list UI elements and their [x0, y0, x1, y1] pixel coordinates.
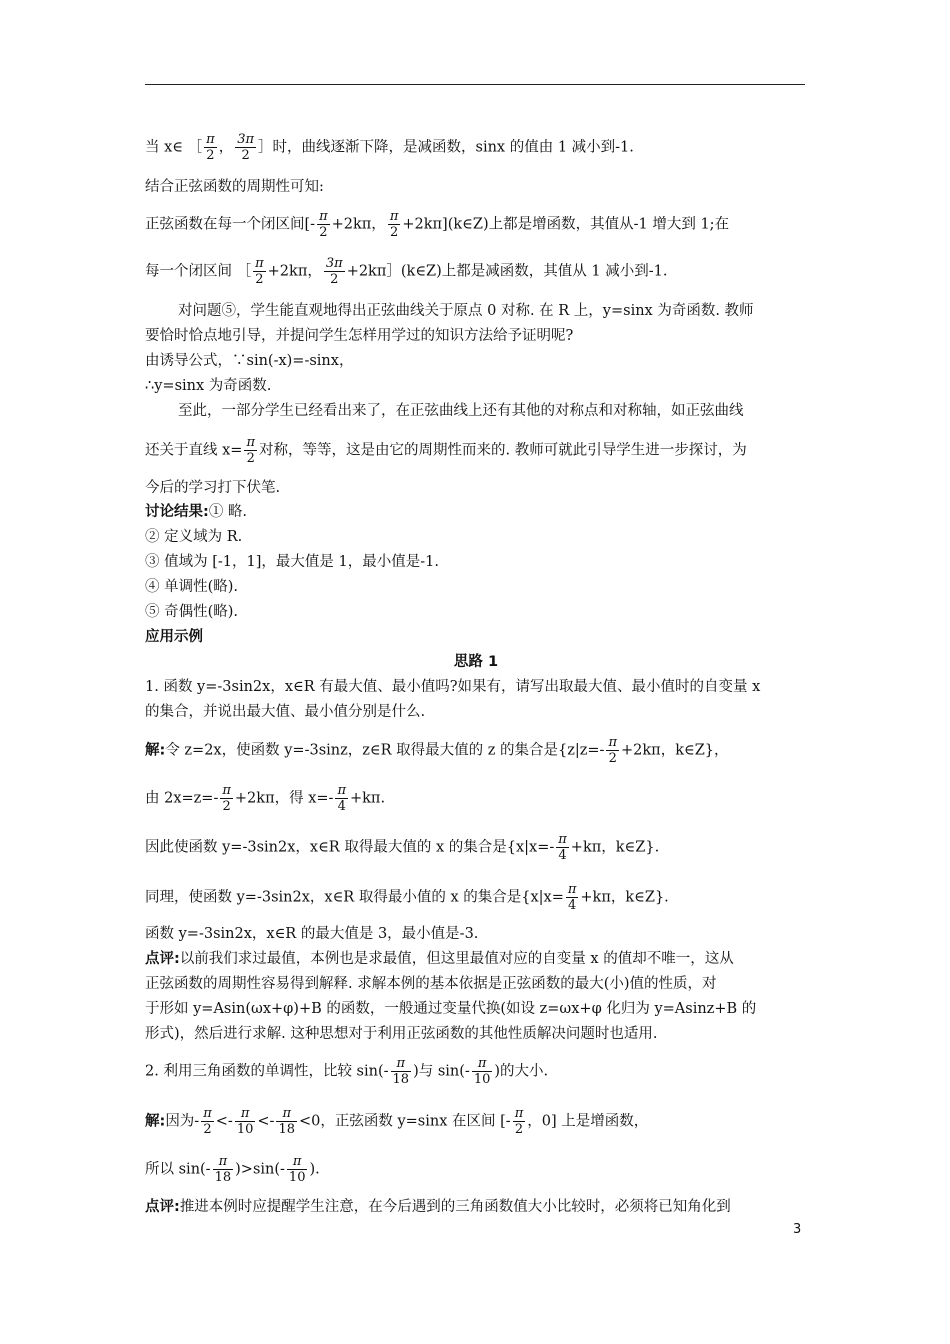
text-line [145, 882, 807, 913]
text-line: 结合正弦函数的周期性可知: [145, 179, 324, 195]
fraction-numerator: π [608, 735, 617, 750]
fraction-numerator: π [246, 435, 255, 450]
text-line: ∴y=sinx 为奇函数. [145, 378, 272, 394]
text-line [145, 209, 807, 240]
text-line [145, 1197, 807, 1217]
fraction-numerator: π [514, 1106, 524, 1121]
text-line: ③ 值域为 [-1，1]，最大值是 1，最小值是-1. [145, 554, 439, 570]
text-segment: <- [257, 1113, 275, 1130]
text-segment: +2kπ，得 x=- [234, 790, 334, 807]
text-line: 正弦函数的周期性容易得到解释. 求解本例的基本依据是正弦函数的最大(小)值的性质，对 [145, 976, 717, 992]
fraction-numerator: π [276, 1106, 297, 1122]
text-segment: +2kπ， [331, 216, 386, 233]
fraction-numerator: π [206, 132, 215, 147]
text-segment: ， [218, 139, 234, 156]
text-segment: )的大小. [494, 1063, 549, 1080]
fraction-denominator: 2 [241, 148, 250, 163]
text-line: 1. 函数 y=-3sin2x，x∈R 有最大值、最小值吗?如果有，请写出取最大值、最小值时的自变量 x [145, 679, 761, 695]
fraction [276, 1106, 297, 1137]
text-segment: )与 sin(- [413, 1063, 470, 1080]
fraction [606, 735, 619, 766]
fraction [235, 132, 256, 163]
text-segment: 令 z=2x，使函数 y=-3sinz，z∈R 取得最大值的 z 的集合是{z|z=- [165, 742, 605, 759]
fraction-denominator: 10 [473, 1072, 491, 1087]
fraction-denominator: 2 [608, 751, 617, 766]
text-segment: 因此使函数 y=-3sin2x，x∈R 取得最大值的 x 的集合是{x|x=- [145, 839, 555, 856]
fraction [253, 256, 266, 287]
fraction [472, 1056, 493, 1087]
fraction [391, 1056, 412, 1087]
text-segment: 由 2x=z=- [145, 790, 219, 807]
fraction-numerator: π [287, 1154, 308, 1170]
text-segment: 2. 利用三角函数的单调性，比较 sin(- [145, 1063, 389, 1080]
text-line [145, 1154, 807, 1185]
fraction [213, 1154, 234, 1185]
fraction-numerator: 3π [237, 132, 255, 147]
text-segment: <- [215, 1113, 233, 1130]
fraction-denominator: 2 [255, 272, 264, 287]
text-segment: <0，正弦函数 y=sinx 在区间 [- [298, 1113, 511, 1130]
fraction-denominator: 4 [558, 848, 567, 863]
fraction-denominator: 10 [288, 1170, 306, 1185]
text-segment: 正弦函数在每一个闭区间[- [145, 216, 316, 233]
fraction [287, 1154, 308, 1185]
fraction [317, 209, 330, 240]
fraction-numerator: π [203, 1106, 212, 1121]
text-segment: +kπ，k∈Z}. [570, 839, 660, 856]
fraction-denominator: 10 [236, 1122, 254, 1137]
text-segment: +2kπ](k∈Z)上都是增函数，其值从-1 增大到 1;在 [402, 216, 730, 233]
fraction [235, 1106, 256, 1137]
text-line: 的集合，并说出最大值、最小值分别是什么. [145, 704, 426, 720]
text-segment: 同理，使函数 y=-3sin2x，x∈R 取得最小值的 x 的集合是{x|x= [145, 889, 564, 906]
text-segment: 以前我们求过最值，本例也是求最值，但这里最值对应的自变量 x 的值却不唯一，这从 [179, 951, 734, 967]
fraction [220, 783, 233, 814]
text-line [145, 502, 807, 522]
text-segment: 当 x∈ ［ [145, 139, 203, 156]
paragraph-line: 对问题⑤，学生能直观地得出正弦曲线关于原点 0 对称. 在 R 上，y=sinx 为奇函数. 教师 [178, 303, 754, 319]
bold-label: 点评: [145, 951, 180, 967]
fraction-denominator: 2 [222, 799, 231, 814]
text-segment: +2kπ，k∈Z}， [621, 742, 729, 759]
fraction-denominator: 18 [392, 1072, 410, 1087]
page-number: 3 [793, 1222, 802, 1237]
fraction [566, 882, 579, 913]
text-line: 形式)，然后进行求解. 这种思想对于利用正弦函数的其他性质解决问题时也适用. [145, 1026, 658, 1042]
text-segment: +2kπ］(k∈Z)上都是减函数，其值从 1 减小到-1. [346, 263, 668, 280]
fraction-numerator: π [235, 1106, 256, 1122]
text-segment: ① 略. [208, 504, 248, 520]
text-line [145, 256, 807, 287]
text-line: 于形如 y=Asin(ωx+φ)+B 的函数，一般通过变量代换(如设 z=ωx+φ 化归为 y=Asinz+B 的 [145, 1001, 757, 1017]
text-segment: ，0] 上是增函数， [527, 1113, 649, 1130]
text-segment: ］时，曲线逐渐下降，是减函数，sinx 的值由 1 减小到-1. [258, 139, 634, 156]
text-line [145, 735, 807, 766]
fraction [204, 132, 217, 163]
text-line [145, 783, 807, 814]
text-segment: +kπ. [349, 790, 386, 807]
fraction-denominator: 2 [203, 1122, 212, 1137]
text-line: 今后的学习打下伏笔. [145, 480, 281, 496]
text-segment: 因为- [165, 1113, 200, 1130]
fraction [201, 1106, 214, 1137]
header-rule [145, 84, 805, 85]
fraction [244, 435, 257, 466]
fraction-denominator: 2 [206, 148, 215, 163]
subsection-heading: 思路 1 [453, 654, 499, 670]
fraction [556, 832, 569, 863]
text-line: ⑤ 奇偶性(略). [145, 604, 239, 620]
text-line: 函数 y=-3sin2x，x∈R 的最大值是 3，最小值是-3. [145, 926, 479, 942]
fraction-denominator: 4 [567, 898, 577, 913]
fraction [324, 256, 345, 287]
bold-label: 解: [145, 1113, 166, 1130]
text-line [145, 132, 807, 163]
text-segment: 还关于直线 x= [145, 442, 243, 459]
text-line [145, 1056, 807, 1087]
bold-label: 解: [145, 742, 166, 759]
fraction-numerator: π [255, 256, 264, 271]
text-line [145, 1106, 807, 1137]
fraction-denominator: 18 [214, 1170, 232, 1185]
bold-label: 讨论结果: [145, 504, 209, 520]
fraction-numerator: π [389, 209, 399, 224]
text-line [145, 949, 807, 969]
fraction-numerator: π [337, 783, 346, 798]
text-segment: +2kπ， [267, 263, 322, 280]
text-line: ② 定义域为 R. [145, 529, 243, 545]
paragraph-line: 至此，一部分学生已经看出来了，在正弦曲线上还有其他的对称点和对称轴，如正弦曲线 [178, 403, 744, 419]
text-segment: ). [309, 1161, 320, 1178]
fraction-denominator: 2 [330, 272, 339, 287]
fraction-numerator: π [558, 832, 567, 847]
text-line: 由诱导公式，∵sin(-x)=-sinx， [145, 353, 354, 369]
text-segment: )>sin(- [235, 1161, 285, 1178]
text-segment: 推进本例时应提醒学生注意，在今后遇到的三角函数值大小比较时，必须将已知角化到 [179, 1199, 731, 1215]
text-segment: 对称，等等，这是由它的周期性而来的. 教师可就此引导学生进一步探讨，为 [258, 442, 747, 459]
bold-label: 点评: [145, 1199, 180, 1215]
fraction-numerator: π [472, 1056, 493, 1072]
text-line: 要恰时恰点地引导，并提问学生怎样用学过的知识方法给予证明呢? [145, 328, 574, 344]
fraction-numerator: π [391, 1056, 412, 1072]
fraction-numerator: π [222, 783, 231, 798]
text-segment: 所以 sin(- [145, 1161, 211, 1178]
text-line [145, 832, 807, 863]
text-line: ④ 单调性(略). [145, 579, 239, 595]
text-segment: +kπ，k∈Z}. [580, 889, 669, 906]
fraction-numerator: 3π [325, 256, 343, 271]
fraction-denominator: 2 [246, 451, 255, 466]
text-segment: 每一个闭区间 ［ [145, 263, 252, 280]
fraction-numerator: π [319, 209, 328, 224]
fraction [388, 209, 401, 240]
fraction-denominator: 4 [337, 799, 346, 814]
fraction-denominator: 2 [389, 225, 399, 240]
fraction-denominator: 2 [319, 225, 328, 240]
fraction [335, 783, 348, 814]
text-line [145, 435, 807, 466]
fraction-numerator: π [567, 882, 577, 897]
fraction [513, 1106, 526, 1137]
fraction-denominator: 18 [278, 1122, 295, 1137]
section-heading: 应用示例 [145, 629, 203, 645]
fraction-denominator: 2 [514, 1122, 524, 1137]
fraction-numerator: π [213, 1154, 234, 1170]
